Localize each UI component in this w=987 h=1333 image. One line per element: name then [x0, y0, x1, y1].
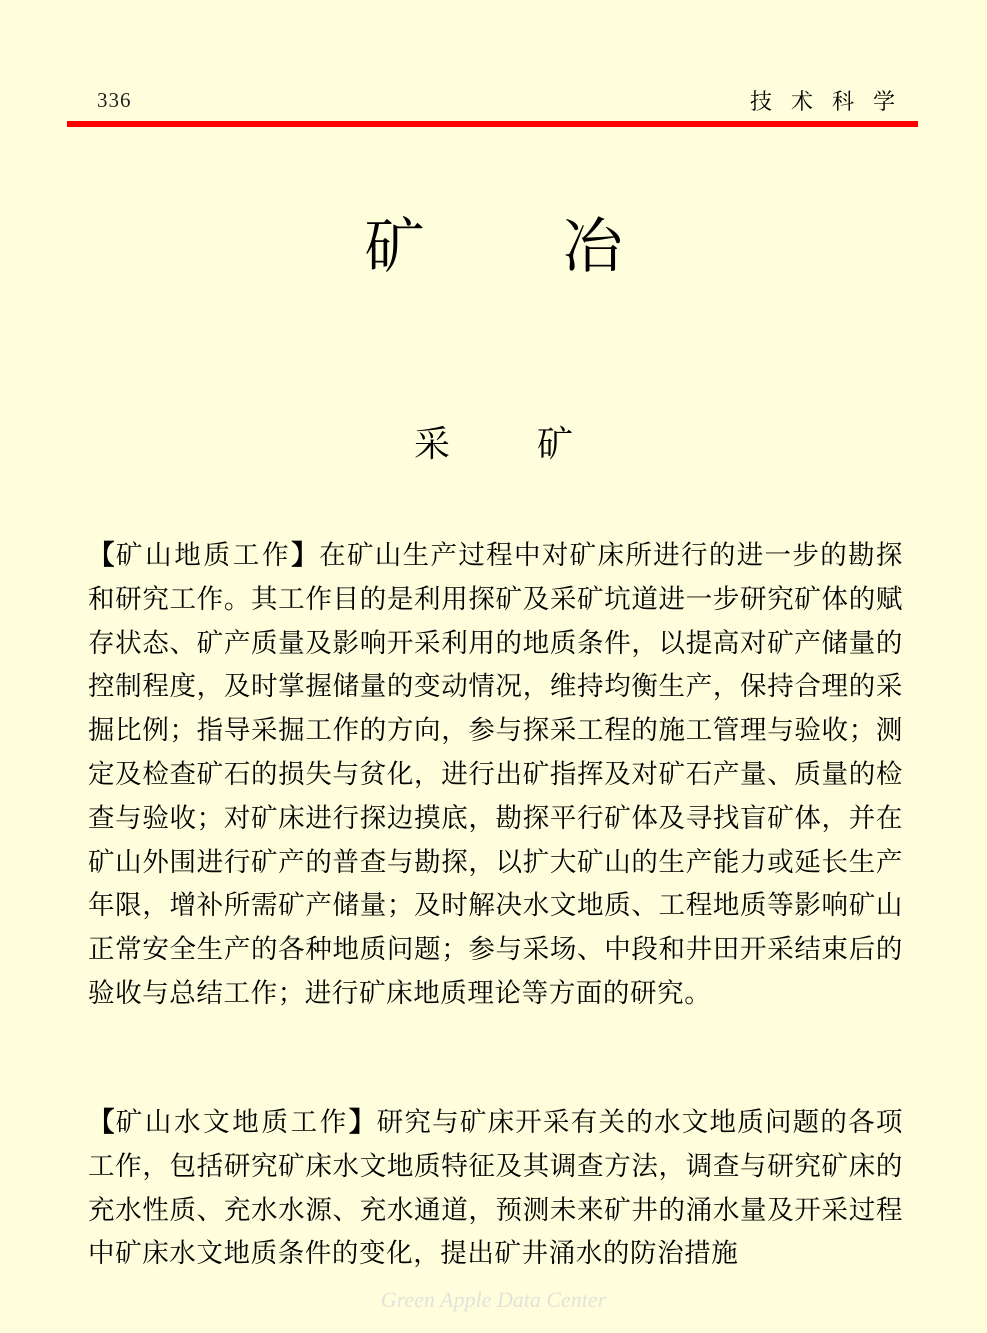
- running-head: 技术科学: [749, 90, 914, 115]
- section-title-right: 矿: [537, 424, 574, 465]
- dictionary-entry-mine-hydrogeology: [88, 1101, 903, 1276]
- dictionary-entry-mine-geology: [88, 534, 903, 1016]
- entry-definition: 在矿山生产过程中对矿床所进行的进一步的勘探和研究工作。其工作目的是利用探矿及采矿坑道进一步研究矿体的赋存状态、矿产质量及影响开采利用的地质条件，以提高对矿产储量的控制程度，及时掌握储量的变动情况，维持均衡生产，保持合理的采掘比例；指导采掘工作的方向，参与探采工程的施工管理与验收；测定及检查矿石的损失与贫化，进行出矿指挥及对矿石产量、质量的检查与验收；对矿床进行探边摸底，勘探平行矿体及寻找盲矿体，并在矿山外围进行矿产的普查与勘探，以扩大矿山的生产能力或延长生产年限，增补所需矿产储量；及时解决水文地质、工程地质等影响矿山正常安全生产的各种地质问题；参与采场、中段和井田开采结束后的验收与总结工作；进行矿床地质理论等方面的研究。: [88, 540, 903, 1009]
- section-title-left: 采: [413, 424, 450, 465]
- chapter-title-left: 矿: [364, 212, 425, 282]
- entry-definition: 研究与矿床开采有关的水文地质问题的各项工作，包括研究矿床水文地质特征及其调查方法，调查与研究矿床的充水性质、充水水源、充水通道，预测未来矿井的涌水量及开采过程中矿床水文地质条件的变化，提出矿井涌水的防治措施: [88, 1107, 904, 1270]
- entry-open-bracket: 【: [88, 540, 116, 571]
- page-number: 336: [97, 88, 132, 112]
- entry-close-bracket: 】: [291, 540, 320, 571]
- entry-term: 矿山地质工作: [115, 540, 292, 571]
- section-title: [0, 422, 987, 468]
- header-rule-divider: [67, 121, 918, 127]
- watermark: Green Apple Data Center: [380, 1287, 607, 1312]
- entry-open-bracket: 【: [88, 1107, 116, 1138]
- entry-close-bracket: 】: [348, 1107, 377, 1138]
- entry-term: 矿山水文地质工作: [115, 1107, 349, 1138]
- chapter-title-right: 冶: [562, 212, 623, 282]
- chapter-title: [0, 212, 987, 282]
